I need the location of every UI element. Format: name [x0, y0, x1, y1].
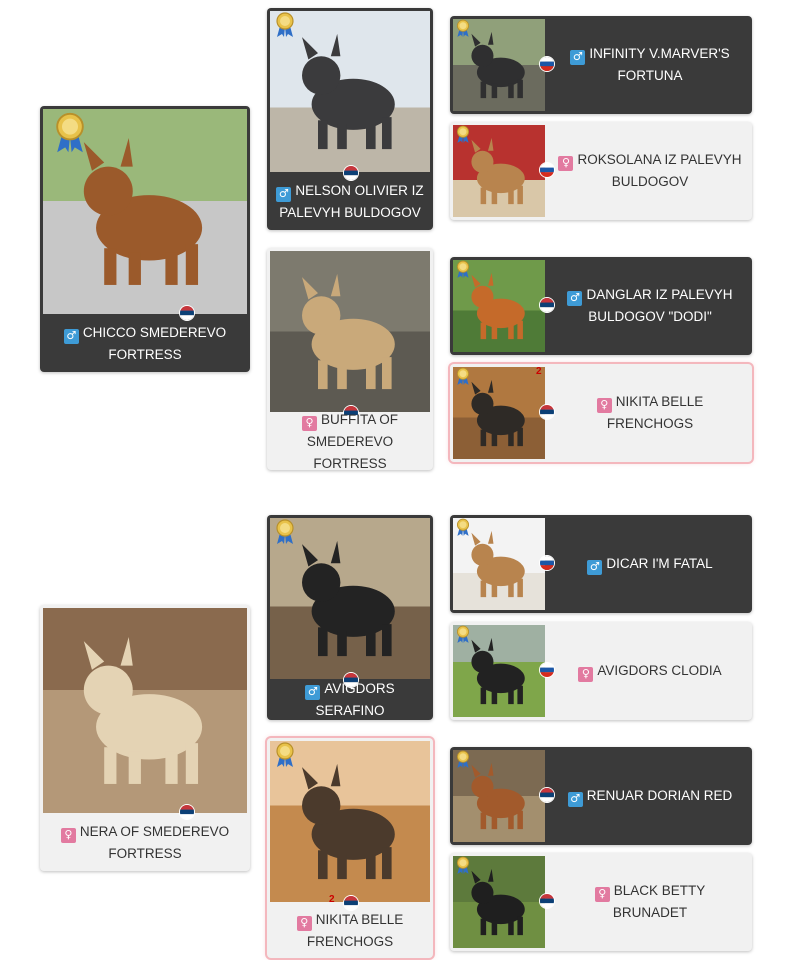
- award-medal-icon: [456, 125, 470, 144]
- pedigree-parent-card[interactable]: [267, 515, 433, 720]
- male-symbol-icon: ♂: [276, 187, 291, 202]
- dog-name-label: ♀ NERA OF SMEDEREVO FORTRESS: [40, 815, 250, 871]
- dog-name-label: ♂ INFINITY V.MARVER'S FORTUNA: [548, 16, 752, 114]
- pedigree-grandparent-card[interactable]: [450, 16, 752, 114]
- dog-name-label: ♀ ROKSOLANA IZ PALEVYH BULDOGOV: [548, 122, 752, 220]
- dog-silhouette-icon: [270, 251, 430, 412]
- award-medal-icon: [456, 19, 470, 38]
- dog-name-label: ♀ BUFFITA OF SMEDEREVO FORTRESS: [267, 414, 433, 470]
- pedigree-parent-card[interactable]: [267, 738, 433, 958]
- dog-name-label: ♂ NELSON OLIVIER IZ PALEVYH BULDOGOV: [267, 174, 433, 230]
- dog-name-label: ♂ DICAR I'M FATAL: [548, 515, 752, 613]
- repeat-count-badge: 2: [329, 894, 335, 905]
- male-symbol-icon: ♂: [64, 329, 79, 344]
- award-medal-icon: [456, 518, 470, 537]
- male-symbol-icon: ♂: [568, 792, 583, 807]
- female-symbol-icon: ♀: [61, 828, 76, 843]
- pedigree-parent-card[interactable]: [267, 248, 433, 470]
- female-symbol-icon: ♀: [297, 916, 312, 931]
- female-symbol-icon: ♀: [597, 398, 612, 413]
- award-medal-icon: [275, 742, 295, 768]
- female-symbol-icon: ♀: [578, 667, 593, 682]
- award-medal-icon: [456, 856, 470, 875]
- repeat-count-badge: 2: [536, 366, 542, 377]
- award-medal-icon: [456, 367, 470, 386]
- dog-name-label: ♀ BLACK BETTY BRUNADET: [548, 853, 752, 951]
- dog-photo: [270, 251, 430, 412]
- dog-name-label: ♂ CHICCO SMEDEREVO FORTRESS: [40, 316, 250, 372]
- pedigree-grandparent-card[interactable]: [450, 622, 752, 720]
- dog-silhouette-icon: [43, 608, 247, 813]
- male-symbol-icon: ♂: [567, 291, 582, 306]
- pedigree-parent-card[interactable]: [267, 8, 433, 230]
- dog-name-label: ♂ AVIGDORS SERAFINO: [267, 680, 433, 720]
- award-medal-icon: [456, 625, 470, 644]
- male-symbol-icon: ♂: [570, 50, 585, 65]
- award-medal-icon: [456, 750, 470, 769]
- dog-photo: [43, 608, 247, 813]
- pedigree-grandparent-card[interactable]: [450, 853, 752, 951]
- female-symbol-icon: ♀: [302, 416, 317, 431]
- dog-name-label: ♀ NIKITA BELLE FRENCHOGS: [267, 904, 433, 958]
- dog-name-label: ♂ RENUAR DORIAN RED: [548, 747, 752, 845]
- award-medal-icon: [456, 260, 470, 279]
- female-symbol-icon: ♀: [595, 887, 610, 902]
- pedigree-grandparent-card[interactable]: [450, 122, 752, 220]
- pedigree-root-card[interactable]: [40, 106, 250, 372]
- award-medal-icon: [275, 519, 295, 545]
- dog-name-label: ♂ DANGLAR IZ PALEVYH BULDOGOV "DODI": [548, 257, 752, 355]
- pedigree-root-card[interactable]: [40, 605, 250, 871]
- pedigree-grandparent-card[interactable]: [450, 747, 752, 845]
- dog-name-label: ♀ AVIGDORS CLODIA: [548, 622, 752, 720]
- dog-name-label: ♀ NIKITA BELLE FRENCHOGS: [548, 364, 752, 462]
- male-symbol-icon: ♂: [305, 685, 320, 700]
- female-symbol-icon: ♀: [558, 156, 573, 171]
- pedigree-grandparent-card[interactable]: [450, 515, 752, 613]
- pedigree-grandparent-card[interactable]: [450, 257, 752, 355]
- award-medal-icon: [275, 12, 295, 38]
- pedigree-grandparent-card[interactable]: [450, 364, 752, 462]
- male-symbol-icon: ♂: [587, 560, 602, 575]
- award-medal-icon: [54, 112, 86, 154]
